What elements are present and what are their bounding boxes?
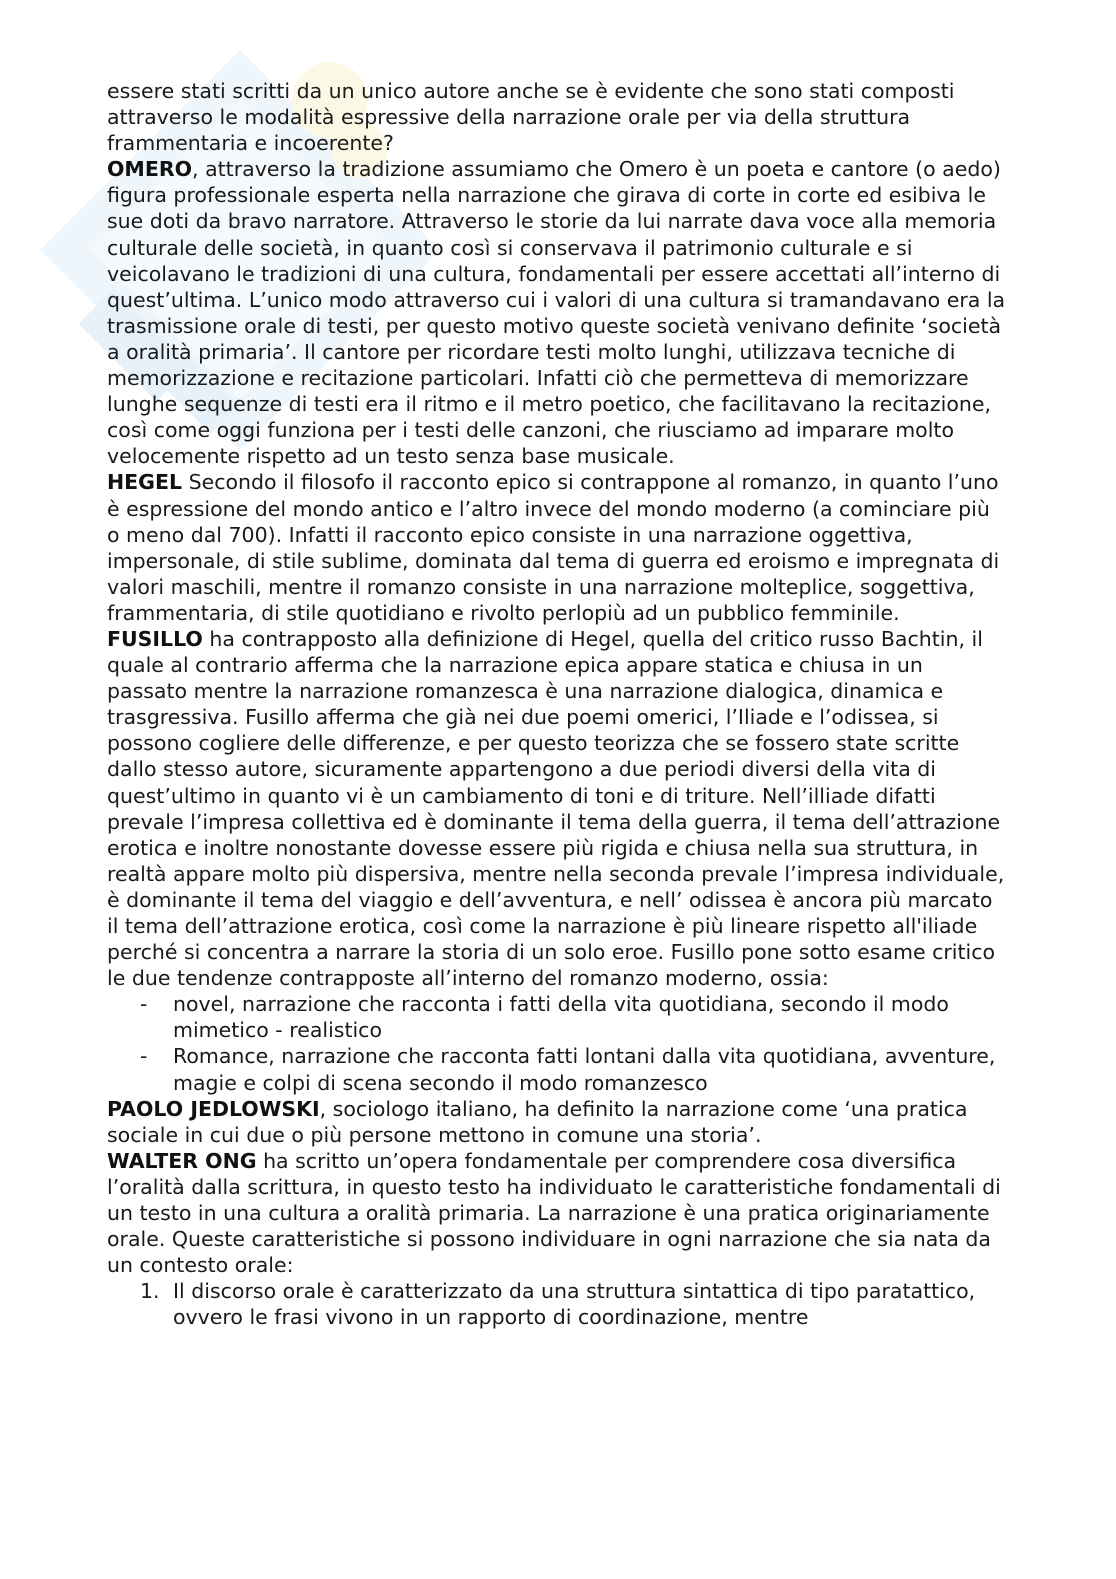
list-item-text: Il discorso orale è caratterizzato da una struttura sintattica di tipo paratattico, ovvero le frasi vivono in un rapporto di coordinazione, mentre	[173, 1279, 976, 1330]
author-name: PAOLO JEDLOWSKI	[107, 1096, 320, 1121]
author-name: FUSILLO	[107, 626, 203, 651]
paragraph-jedlowski	[107, 1096, 1007, 1148]
ong-list	[107, 1278, 1007, 1330]
paragraph-text: ha scritto un’opera fondamentale per comprendere cosa diversifica l’oralità dalla scrittura, in questo testo ha individuato le caratteristiche fondamentali di un testo in una cultura a oralità primaria. La narrazione è una pratica originariamente orale. Queste caratteristiche si possono individuare in ogni narrazione che sia nata da un contesto orale:	[107, 1148, 1001, 1278]
author-name: OMERO	[107, 157, 193, 182]
list-item	[107, 991, 1007, 1043]
paragraph-text: ha contrapposto alla definizione di Hegel, quella del critico russo Bachtin, il quale al contrario afferma che la narrazione epica appare statica e chiusa in un passato mentre la narrazione romanzesca è una narrazione dialogica, dinamica e trasgressiva. Fusillo afferma che già nei due poemi omerici, l’Iliade e l’odissea, si possono cogliere delle differenze, e per questo teorizza che se fossero state scritte dallo stesso autore, sicuramente appartengono a due periodi diversi della vita di quest’ultimo in quanto vi è un cambiamento di toni e di triture. Nell’illiade difatti prevale l’impresa collettiva ed è dominante il tema della guerra, il tema dell’attrazione erotica e inoltre nonostante dovesse essere più rigida e chiusa nella sua struttura, in realtà appare molto più dispersiva, mentre nella seconda prevale l’impresa individuale, è dominante il tema del viaggio e dell’avventura, e nell’ odissea è ancora più marcato il tema dell’attrazione erotica, così come la narrazione è più lineare rispetto all'iliade perché si concentra a narrare la storia di un solo eroe. Fusillo pone sotto esame critico le due tendenze contrapposte all’interno del romanzo moderno, ossia:	[107, 626, 1005, 991]
paragraph-text: , attraverso la tradizione assumiamo che Omero è un poeta e cantore (o aedo) figura professionale esperta nella narrazione che girava di corte in corte ed esibiva le sue doti da bravo narratore. Attraverso le storie da lui narrate dava voce alla memoria culturale delle società, in quanto così si conservava il patrimonio culturale e si veicolavano le tradizioni di una cultura, fondamentali per essere accettati all’interno di quest’ultima. L’unico modo attraverso cui i valori di una cultura si tramandavano era la trasmissione orale di testi, per questo motivo queste società venivano definite ‘società a oralità primaria’. Il cantore per ricordare testi molto lunghi, utilizzava tecniche di memorizzazione e recitazione particolari. Infatti ciò che permetteva di memorizzare lunghe sequenze di testi era il ritmo e il metro poetico, che facilitavano la recitazione, così come oggi funziona per i testi delle canzoni, che riusciamo ad imparare molto velocemente rispetto ad un testo senza base musicale.	[107, 157, 1006, 469]
list-marker: -	[140, 992, 148, 1017]
list-item-text: novel, narrazione che racconta i fatti della vita quotidiana, secondo il modo mimetico - realistico	[173, 992, 949, 1043]
author-name: WALTER ONG	[107, 1148, 257, 1173]
document-body	[107, 78, 1007, 1331]
list-marker: 1.	[140, 1279, 160, 1304]
list-item	[107, 1043, 1007, 1095]
paragraph-fusillo	[107, 626, 1007, 991]
paragraph-text: Secondo il filosofo il racconto epico si contrappone al romanzo, in quanto l’uno è espressione del mondo antico e l’altro invece del mondo moderno (a cominciare più o meno dal 700). Infatti il racconto epico consiste in una narrazione oggettiva, impersonale, di stile sublime, dominata dal tema di guerra ed eroismo e impregnata di valori maschili, mentre il romanzo consiste in una narrazione molteplice, soggettiva, frammentaria, di stile quotidiano e rivolto perlopiù ad un pubblico femminile.	[107, 470, 1000, 625]
list-item	[107, 1278, 1007, 1330]
list-marker: -	[140, 1044, 148, 1069]
author-name: HEGEL	[107, 470, 183, 495]
paragraph-ong	[107, 1148, 1007, 1278]
paragraph-omero	[107, 156, 1007, 469]
paragraph-intro: essere stati scritti da un unico autore anche se è evidente che sono stati composti attraverso le modalità espressive della narrazione orale per via della struttura frammentaria e incoerente?	[107, 79, 955, 156]
fusillo-list	[107, 991, 1007, 1095]
paragraph-text: , sociologo italiano, ha definito la narrazione come ‘una pratica sociale in cui due o più persone mettono in comune una storia’.	[107, 1096, 968, 1147]
list-item-text: Romance, narrazione che racconta fatti lontani dalla vita quotidiana, avventure, magie e colpi di scena secondo il modo romanzesco	[173, 1044, 996, 1095]
paragraph-hegel	[107, 469, 1007, 626]
